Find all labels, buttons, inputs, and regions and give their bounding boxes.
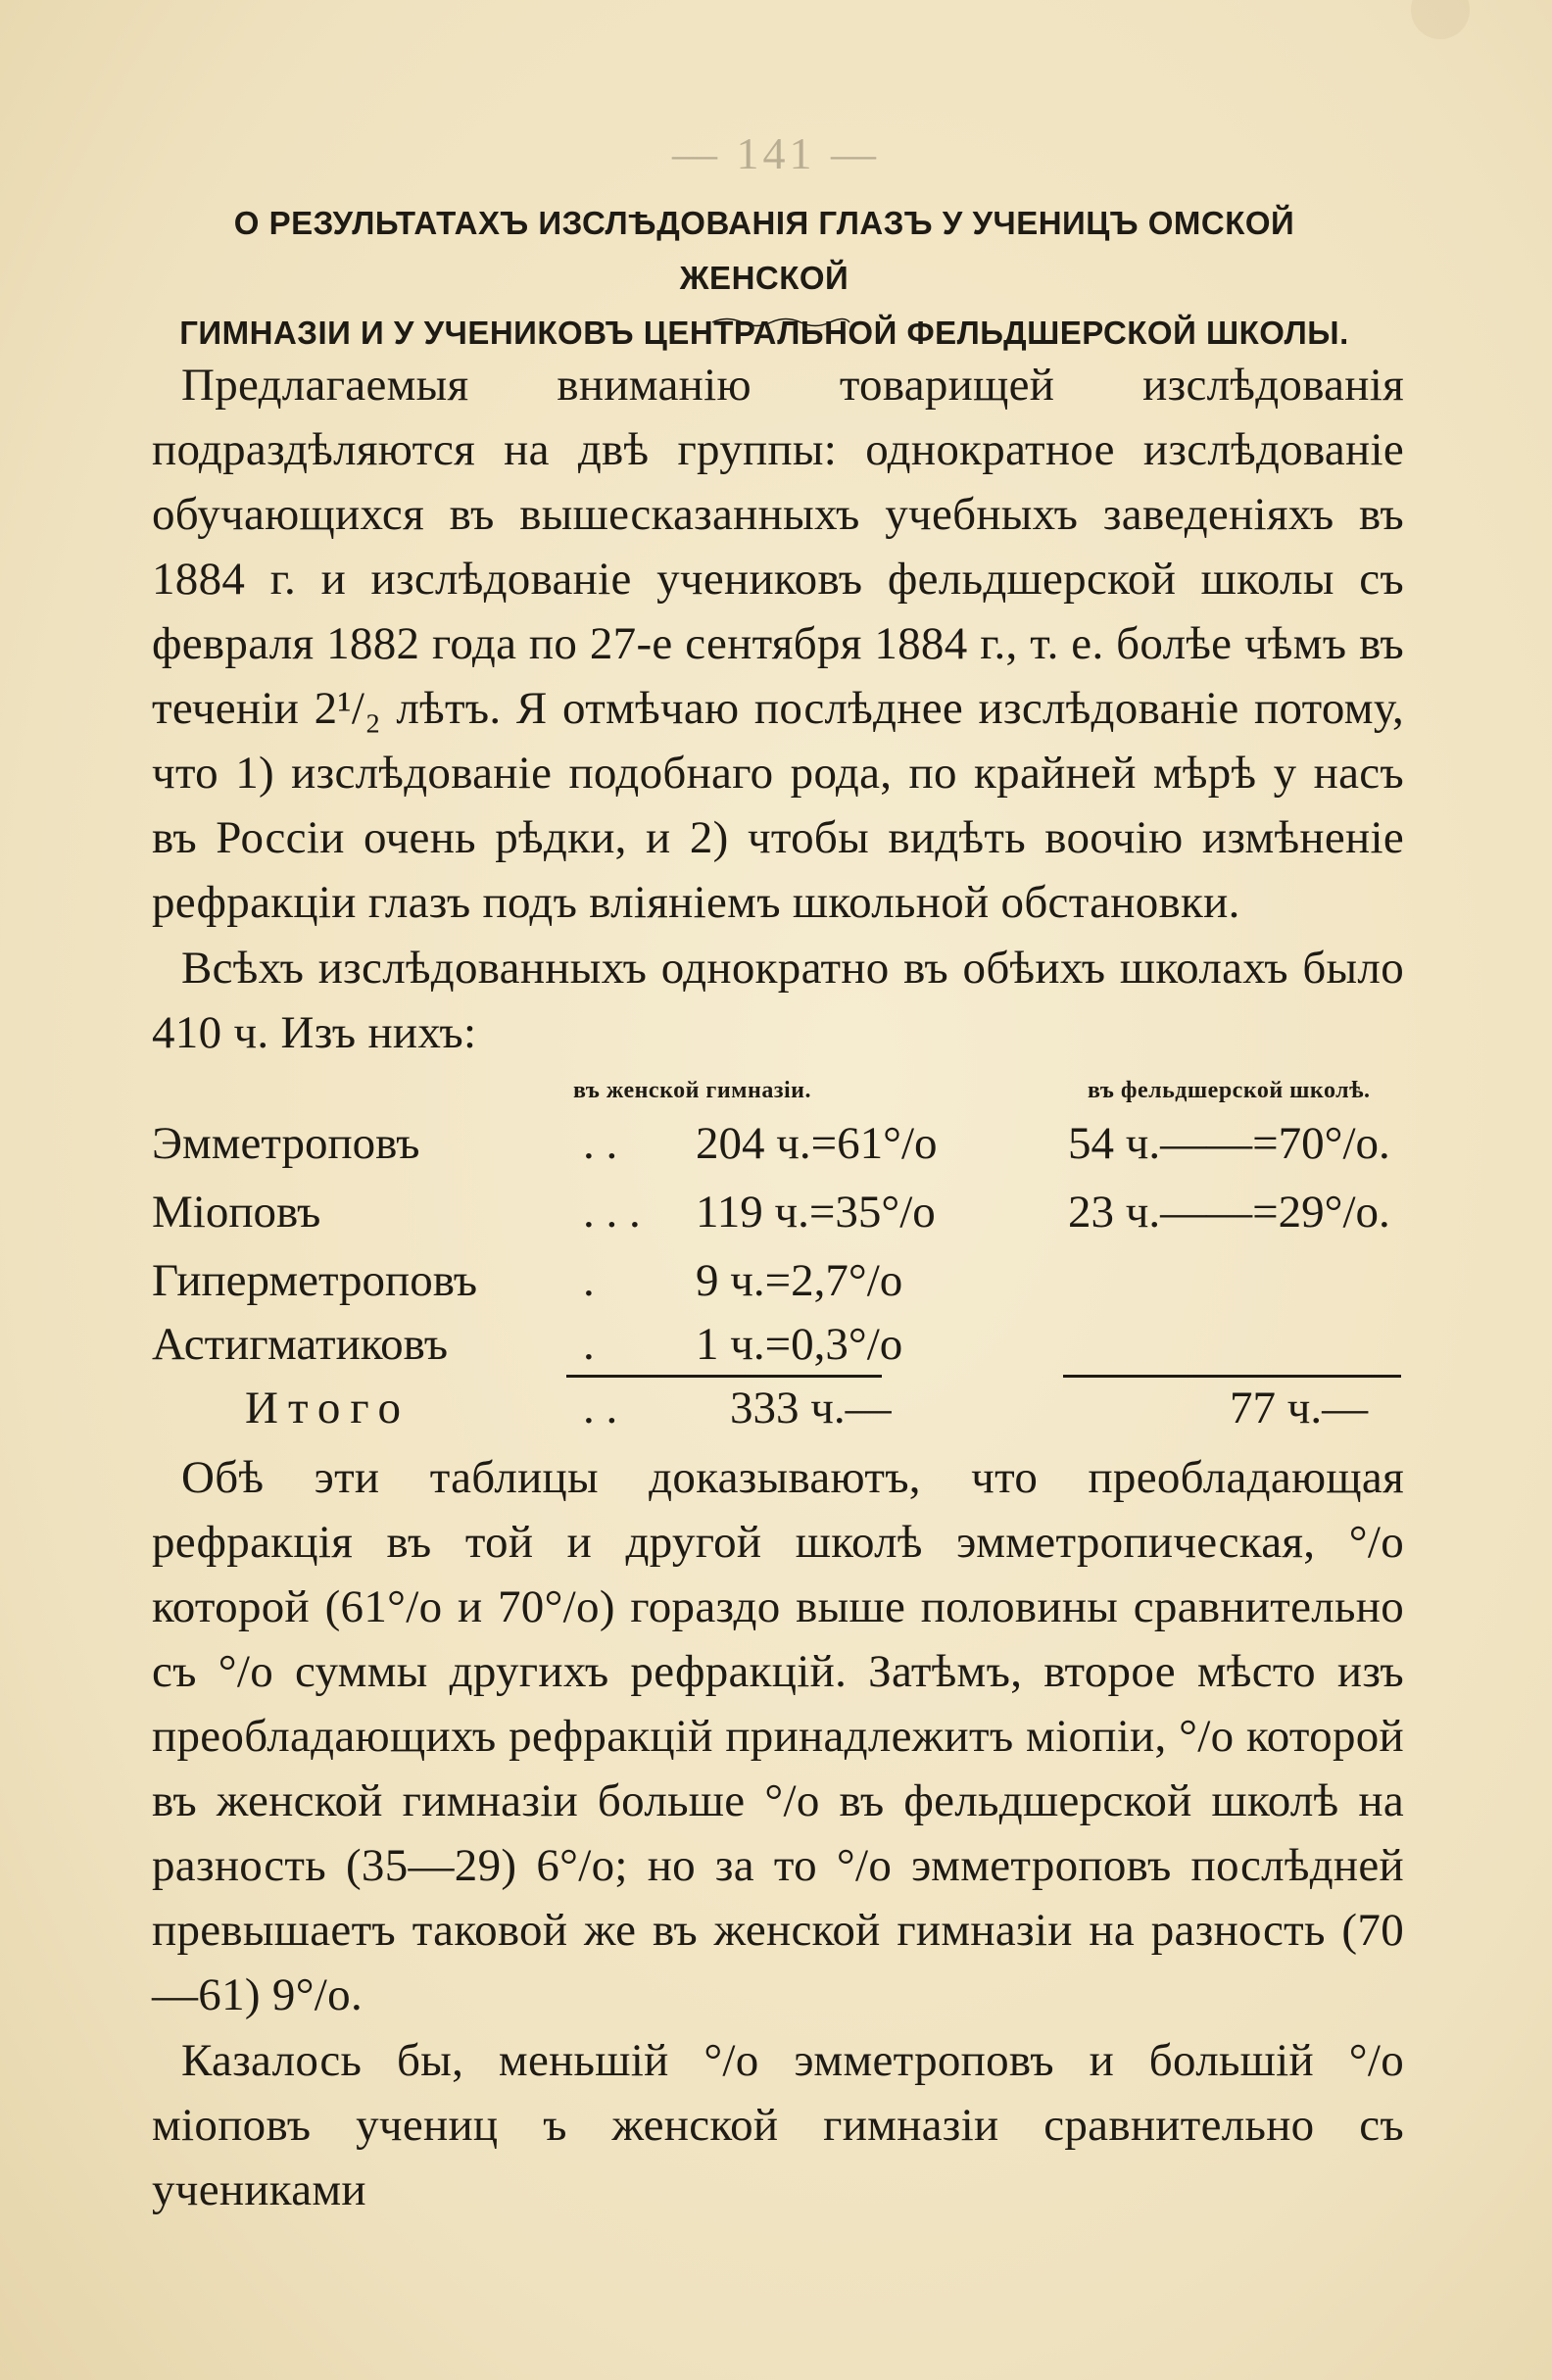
total-label: Итого	[245, 1383, 411, 1433]
gymnasium-value: 9 ч.=2,7°/о	[696, 1255, 903, 1306]
total-school: 77 ч.—	[1230, 1383, 1369, 1433]
row-label: Міоповъ	[152, 1187, 321, 1238]
paragraph-count: Всѣхъ изслѣдованныхъ однократно въ обѣихъ школахъ было 410 ч. Изъ нихъ:	[152, 943, 1404, 1058]
row-label: Астигматиковъ	[152, 1319, 449, 1370]
leader-dots: .	[583, 1255, 595, 1306]
table-row	[152, 1254, 1416, 1319]
sum-rule-school	[1063, 1375, 1401, 1378]
title-line-1: О РЕЗУЛЬТАТАХЪ ИЗСЛѢДОВАНІЯ ГЛАЗЪ У УЧЕНИЦЪ ОМСКОЙ ЖЕНСКОЙ	[233, 205, 1295, 296]
total-gymnasium: 333 ч.—	[730, 1383, 892, 1433]
school-value: 23 ч.——=29°/о.	[1068, 1187, 1390, 1238]
leader-dots: . .	[583, 1118, 618, 1169]
school-value: 54 ч.——=70°/о.	[1068, 1118, 1390, 1169]
title-ornament	[707, 316, 854, 329]
gymnasium-value: 1 ч.=0,3°/о	[696, 1319, 903, 1370]
paragraph-analysis: Обѣ эти таблицы доказываютъ, что преобладающая рефракція въ той и другой школѣ эмметропическая, °/о которой (61°/о и 70°/о) гораздо выше половины сравнительно съ °/о суммы другихъ рефракцій. Затѣмъ, второе мѣсто изъ преобладающихъ рефракцій принадлежитъ міопіи, °/о которой въ женской гимназіи больше °/о въ фельдшерской школѣ на разность (35—29) 6°/о; но за то °/о эмметроповъ послѣдней превышаетъ таковой же въ женской гимназіи на разность (70—61) 9°/о.	[152, 1452, 1404, 2020]
table-row	[152, 1318, 1416, 1383]
row-label: Гиперметроповъ	[152, 1255, 478, 1306]
table-header-school: въ фельдшерской школѣ.	[1088, 1078, 1371, 1103]
paragraph-intro: Предлагаемыя вниманію товарищей изслѣдованія подраздѣляются на двѣ группы: однократное изслѣдованіе обучающихся въ вышесказанныхъ учебныхъ заведеніяхъ въ 1884 г. и изслѣдованіе учениковъ фельдшерской школы съ февраля 1882 года по 27-е сентября 1884 г., т. е. болѣе чѣмъ въ теченіи 2¹/₂ лѣтъ. Я отмѣчаю послѣднее изслѣдованіе потому, что 1) изслѣдованіе подобнаго рода, по крайней мѣрѣ у насъ въ Россіи очень рѣдки, и 2) чтобы видѣть воочію измѣненіе рефракціи глазъ подъ вліяніемъ школьной обстановки.	[152, 360, 1404, 928]
paragraph-continuation: Казалось бы, меньшій °/о эмметроповъ и большій °/о міоповъ учениц ъ женской гимназіи сравнительно съ учениками	[152, 2035, 1404, 2215]
leader-dots: . . .	[583, 1187, 641, 1238]
gymnasium-value: 119 ч.=35°/о	[696, 1187, 936, 1238]
paper-stain	[1411, 0, 1470, 39]
table-header-gymnasium: въ женской гимназіи.	[573, 1078, 811, 1103]
table-row	[152, 1117, 1416, 1182]
article-title	[147, 196, 1382, 361]
table-row	[152, 1186, 1416, 1250]
table-total-row	[152, 1382, 1416, 1446]
gymnasium-value: 204 ч.=61°/о	[696, 1118, 938, 1169]
leader-dots: .	[583, 1319, 595, 1370]
sum-rule-gymnasium	[566, 1375, 882, 1378]
leader-dots: . .	[583, 1383, 618, 1433]
title-line-2: ГИМНАЗІИ И У УЧЕНИКОВЪ ЦЕНТРАЛЬНОЙ ФЕЛЬДШЕРСКОЙ ШКОЛЫ.	[179, 315, 1349, 351]
row-label: Эмметроповъ	[152, 1118, 420, 1169]
page-number: — 141 —	[672, 128, 880, 178]
